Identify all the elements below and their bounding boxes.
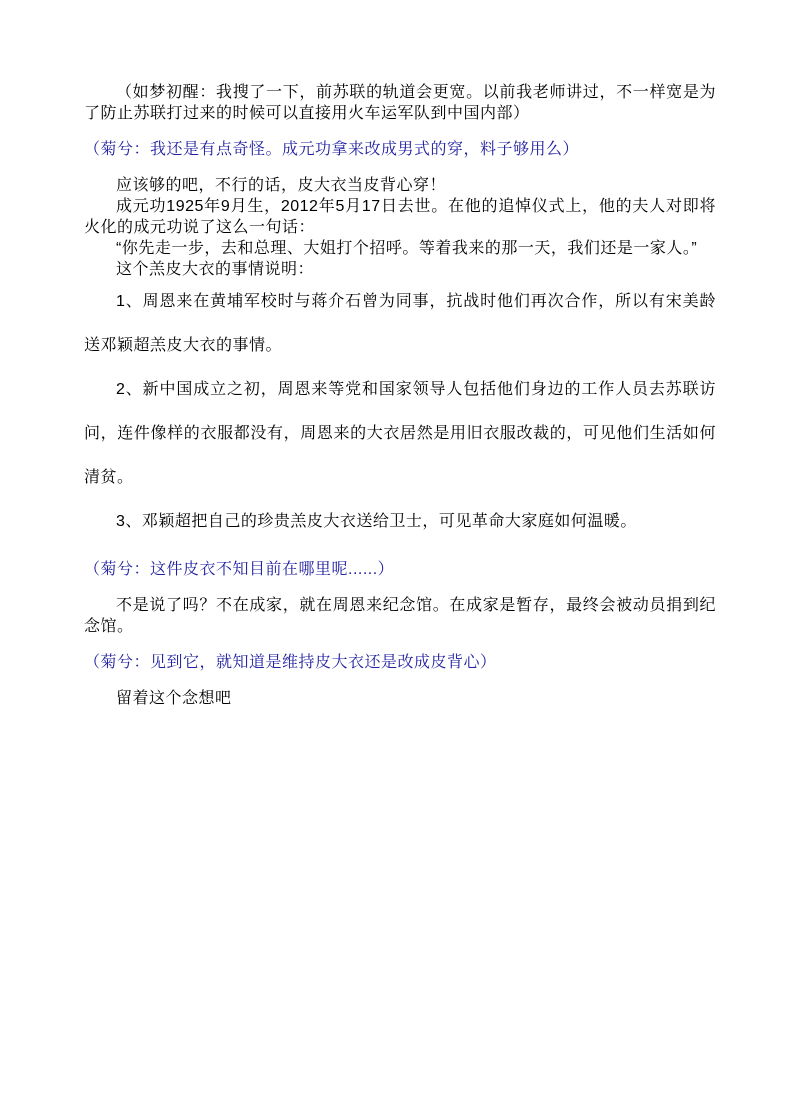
comment-paragraph: （菊兮：见到它，就知道是维持皮大衣还是改成皮背心） — [84, 654, 497, 671]
body-paragraph: 不是说了吗？不在成家，就在周恩来纪念馆。在成家是暂存，最终会被动员捐到纪念馆。 — [84, 597, 716, 635]
comment-paragraph: （菊兮：这件皮衣不知目前在哪里呢......） — [84, 561, 395, 578]
body-paragraph: 2、新中国成立之初，周恩来等党和国家领导人包括他们身边的工作人员去苏联访问，连件像样的衣服都没有，周恩来的大衣居然是用旧衣服改裁的，可见他们生活如何清贫。 — [84, 381, 716, 486]
body-paragraph: 1、周恩来在黄埔军校时与蒋介石曾为同事，抗战时他们再次合作，所以有宋美龄送邓颖超羔皮大衣的事情。 — [84, 293, 716, 354]
body-paragraph: 成元功1925年9月生，2012年5月17日去世。在他的追悼仪式上，他的夫人对即将火化的成元功说了这么一句话： — [84, 198, 716, 236]
document-body — [84, 82, 716, 709]
body-paragraph: 应该够的吧，不行的话，皮大衣当皮背心穿！ — [116, 177, 447, 194]
body-paragraph: 留着这个念想吧 — [116, 690, 232, 707]
comment-paragraph: （菊兮：我还是有点奇怪。成元功拿来改成男式的穿，料子够用么） — [84, 141, 580, 158]
body-paragraph: “你先走一步，去和总理、大姐打个招呼。等着我来的那一天，我们还是一家人。” — [116, 240, 698, 257]
body-paragraph: 这个羔皮大衣的事情说明： — [116, 261, 315, 278]
body-paragraph: （如梦初醒：我搜了一下，前苏联的轨道会更宽。以前我老师讲过，不一样宽是为了防止苏联打过来的时候可以直接用火车运军队到中国内部） — [84, 84, 716, 122]
body-paragraph: 3、邓颖超把自己的珍贵羔皮大衣送给卫士，可见革命大家庭如何温暖。 — [116, 513, 637, 530]
